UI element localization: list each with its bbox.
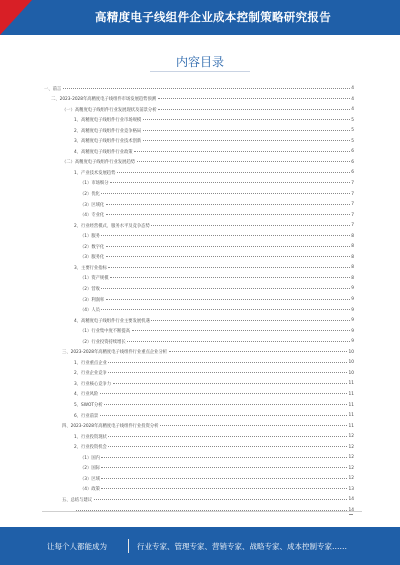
toc-entry-page: 9 bbox=[351, 286, 354, 292]
toc-entry-label: （3）区域 bbox=[80, 476, 100, 482]
toc-leader-dots bbox=[100, 415, 347, 416]
toc-leader-dots bbox=[106, 299, 350, 300]
toc-entry-label: （4）人员 bbox=[80, 308, 100, 314]
toc-entry[interactable] bbox=[44, 84, 354, 93]
toc-leader-dots bbox=[132, 330, 350, 331]
toc-leader-dots bbox=[143, 119, 350, 120]
toc-entry-label: 2、行业经营模式、服务水平及竞争态势 bbox=[74, 223, 150, 229]
toc-leader-dots bbox=[106, 256, 350, 257]
toc-entry-label: （1）行业集中度不断提高 bbox=[80, 329, 130, 335]
toc-entry-page: 11 bbox=[348, 413, 354, 419]
toc-entry-page: 5 bbox=[351, 117, 354, 123]
toc-entry-page: 8 bbox=[351, 275, 354, 281]
toc-entry-page: 7 bbox=[351, 223, 354, 229]
toc-entry-page: 9 bbox=[351, 328, 354, 334]
toc-entry-page: 12 bbox=[348, 455, 354, 461]
toc-entry[interactable] bbox=[80, 211, 354, 220]
toc-leader-dots bbox=[151, 225, 349, 226]
toc-entry-page: 12 bbox=[348, 465, 354, 471]
toc-entry[interactable] bbox=[80, 200, 354, 209]
toc-leader-dots bbox=[143, 140, 350, 141]
toc-leader-dots bbox=[110, 277, 350, 278]
toc-entry-label: 2、行业投资机会 bbox=[74, 445, 107, 451]
toc-entry-label: 2、高精度电子线组件行业竞争格局 bbox=[74, 128, 142, 134]
footer-separator bbox=[128, 539, 129, 553]
toc-entry-label: 一、前言 bbox=[44, 86, 62, 92]
toc-entry-page: 6 bbox=[351, 159, 354, 165]
toc-entry[interactable] bbox=[80, 284, 354, 293]
toc-entry-label: （3）区域化 bbox=[80, 202, 105, 208]
toc-entry-label: 3、高精度电子线组件行业技术创新 bbox=[74, 139, 142, 145]
toc-leader-dots bbox=[158, 98, 350, 99]
toc-leader-dots bbox=[134, 151, 350, 152]
toc-entry-page: 9 bbox=[351, 297, 354, 302]
toc-entry-label: 4、高精度电子线组件行业政策 bbox=[74, 149, 133, 155]
toc-entry-page: 9 bbox=[351, 339, 354, 345]
toc-entry[interactable] bbox=[74, 126, 354, 135]
toc-entry-page: 6 bbox=[351, 170, 354, 176]
footer-slogan: 让每个人都能成为 bbox=[47, 542, 107, 551]
toc-entry-label: 1、行业重点企业 bbox=[74, 360, 107, 366]
toc-bottom-rule bbox=[42, 511, 362, 512]
toc-entry[interactable] bbox=[74, 379, 354, 388]
toc-entry[interactable] bbox=[62, 495, 354, 504]
toc-entry[interactable] bbox=[74, 432, 354, 441]
toc-entry[interactable] bbox=[62, 105, 354, 114]
footer-roles: 行业专家、管理专家、营销专家、战略专家、成本控制专家…… bbox=[137, 542, 347, 551]
header-bar bbox=[0, 0, 400, 35]
toc-entry[interactable] bbox=[74, 116, 354, 125]
toc-entry[interactable] bbox=[80, 485, 354, 494]
toc-entry-label: （1）国内 bbox=[80, 455, 100, 461]
toc-entry[interactable] bbox=[80, 274, 354, 283]
toc-leader-dots bbox=[63, 88, 350, 89]
toc-entry[interactable] bbox=[74, 390, 354, 399]
footer-bar bbox=[0, 527, 400, 565]
toc-entry[interactable] bbox=[80, 190, 354, 199]
toc-leader-dots bbox=[160, 425, 347, 426]
toc-entry[interactable] bbox=[80, 306, 354, 315]
toc-entry-page: 11 bbox=[348, 423, 354, 429]
toc-entry-page: 13 bbox=[348, 486, 354, 492]
toc-leader-dots bbox=[94, 499, 347, 500]
toc-entry-label: 三、2023-2028年高精度电子线组件行业重点企业分析 bbox=[62, 350, 168, 356]
toc-entry[interactable] bbox=[74, 369, 354, 378]
toc-entry-label: （2）优化 bbox=[80, 192, 100, 197]
toc-entry-label: （2）行业投资持续增长 bbox=[80, 339, 126, 345]
toc-entry[interactable] bbox=[74, 358, 354, 367]
toc-entry-page: 7 bbox=[351, 191, 354, 197]
toc-entry[interactable] bbox=[80, 179, 354, 188]
toc-leader-dots bbox=[101, 467, 347, 468]
toc-entry-label: 5、SWOT分析 bbox=[74, 403, 103, 408]
toc-entry-label: 二、2023-2028年高精度电子线组件市场发展趋势预测 bbox=[51, 97, 157, 103]
toc-leader-dots bbox=[100, 393, 347, 394]
toc-leader-dots bbox=[101, 488, 347, 489]
toc-leader-dots bbox=[106, 214, 350, 215]
toc-leader-dots bbox=[151, 320, 349, 321]
toc-entry[interactable] bbox=[74, 137, 354, 146]
toc-leader-dots bbox=[143, 130, 350, 131]
toc-entry[interactable] bbox=[51, 95, 354, 104]
toc-entry-page: 8 bbox=[351, 244, 354, 250]
toc-leader-dots bbox=[169, 351, 347, 352]
toc-entry-page: 9 bbox=[351, 318, 354, 324]
toc-entry-page: 11 bbox=[348, 381, 354, 387]
toc-leader-dots bbox=[108, 267, 349, 268]
toc-entry[interactable] bbox=[80, 253, 354, 262]
toc-entry[interactable] bbox=[80, 474, 354, 483]
toc-leader-dots bbox=[101, 309, 349, 310]
toc-entry-label: （3）服务化 bbox=[80, 255, 105, 261]
toc-leader-dots bbox=[106, 204, 350, 205]
toc-entry-label: （4）政策 bbox=[80, 487, 100, 493]
toc-entry-page: 7 bbox=[351, 180, 354, 186]
toc-leader-dots bbox=[158, 109, 350, 110]
toc-leader-dots bbox=[101, 457, 347, 458]
toc-entry-label: （二）高精度电子线组件行业发展趋势 bbox=[62, 160, 136, 166]
toc-entry-label: 6、行业前景 bbox=[74, 413, 99, 419]
toc-entry[interactable] bbox=[80, 232, 354, 241]
table-of-contents bbox=[0, 82, 400, 522]
toc-leader-dots bbox=[113, 383, 347, 384]
toc-entry-page: 4 bbox=[351, 96, 354, 102]
report-title: 高精度电子线组件企业成本控制策略研究报告 bbox=[95, 10, 331, 24]
toc-entry-page: 11 bbox=[348, 402, 354, 408]
toc-entry-label: 1、产业技术发展趋势 bbox=[74, 170, 116, 176]
toc-entry[interactable] bbox=[74, 401, 354, 410]
toc-entry-page: 8 bbox=[351, 233, 354, 239]
toc-entry-page: 10 bbox=[348, 370, 354, 376]
header-red-triangle bbox=[0, 0, 32, 35]
toc-entry-label: （2）国际 bbox=[80, 466, 100, 472]
toc-entry-page: 7 bbox=[351, 212, 354, 218]
toc-leader-dots bbox=[117, 172, 350, 173]
toc-entry-page: 9 bbox=[351, 307, 354, 313]
toc-leader-dots bbox=[101, 288, 349, 289]
toc-entry-label: （4）专业化 bbox=[80, 213, 105, 219]
toc-entry[interactable] bbox=[62, 348, 354, 357]
toc-entry-label: 3、主要行业指标 bbox=[74, 265, 107, 271]
toc-heading: 内容目录 bbox=[175, 55, 224, 69]
toc-entry-label: 4、行业风险 bbox=[74, 392, 99, 398]
toc-entry-label: （1）市场细分 bbox=[80, 181, 109, 187]
toc-leader-dots bbox=[110, 182, 350, 183]
toc-entry-page: 14 bbox=[348, 508, 354, 513]
toc-entry-label: （一）高精度电子线组件行业发展现状及前景分析 bbox=[62, 107, 157, 113]
toc-leader-dots bbox=[108, 446, 347, 447]
toc-entry-label: （1）资产规模 bbox=[80, 276, 109, 282]
toc-entry-page: 10 bbox=[348, 349, 354, 355]
toc-entry-label: 四、2023-2028年高精度电子线组件行业投资分析 bbox=[62, 424, 159, 430]
toc-entry-page: 4 bbox=[351, 107, 354, 113]
toc-leader-dots bbox=[108, 362, 347, 363]
toc-entry[interactable] bbox=[74, 411, 354, 420]
toc-leader-dots bbox=[127, 341, 350, 342]
toc-entry-page: 14 bbox=[348, 497, 354, 503]
toc-entry[interactable] bbox=[80, 337, 354, 346]
toc-leader-dots bbox=[101, 235, 349, 236]
toc-entry[interactable] bbox=[80, 242, 354, 251]
toc-entry-label: 2、行业企业竞争 bbox=[74, 371, 107, 377]
toc-entry-page: 4 bbox=[351, 86, 354, 91]
toc-entry[interactable] bbox=[80, 453, 354, 462]
toc-leader-dots bbox=[101, 478, 347, 479]
toc-entry-label: （2）数字化 bbox=[80, 244, 105, 250]
toc-entry[interactable] bbox=[74, 168, 354, 177]
toc-entry-page: 11 bbox=[348, 391, 354, 397]
toc-entry[interactable] bbox=[80, 464, 354, 473]
toc-entry[interactable] bbox=[80, 295, 354, 304]
toc-entry-page: 12 bbox=[348, 476, 354, 482]
toc-entry-label: （3）利润率 bbox=[80, 297, 105, 303]
toc-entry-page: 8 bbox=[351, 265, 354, 271]
toc-entry[interactable] bbox=[74, 263, 354, 272]
toc-entry-page: 12 bbox=[348, 434, 354, 440]
toc-heading-rule bbox=[150, 71, 250, 72]
page-mark bbox=[349, 514, 353, 515]
toc-entry-page: 6 bbox=[351, 149, 354, 155]
toc-leader-dots bbox=[106, 246, 350, 247]
toc-leader-dots bbox=[137, 161, 350, 162]
toc-leader-dots bbox=[101, 193, 349, 194]
toc-entry-page: 7 bbox=[351, 202, 354, 208]
toc-entry-label: （2）营收 bbox=[80, 286, 100, 292]
toc-entry-label: 3、行业核心竞争力 bbox=[74, 381, 112, 387]
toc-entry[interactable] bbox=[80, 327, 354, 336]
toc-entry-page: 12 bbox=[348, 444, 354, 450]
toc-leader-dots bbox=[108, 436, 347, 437]
toc-entry-page: 10 bbox=[348, 360, 354, 366]
toc-entry[interactable] bbox=[74, 443, 354, 452]
toc-entry-page: 5 bbox=[351, 138, 354, 144]
toc-entry[interactable] bbox=[62, 158, 354, 167]
toc-entry-label: （1）服务 bbox=[80, 234, 100, 240]
toc-entry[interactable] bbox=[74, 316, 354, 325]
toc-entry-label: 1、高精度电子线组件行业市场规模 bbox=[74, 118, 142, 124]
toc-entry-label: 4、高精度电子线组件行业主要发展机遇 bbox=[74, 318, 150, 324]
toc-leader-dots bbox=[108, 372, 347, 373]
toc-entry[interactable] bbox=[74, 147, 354, 156]
toc-entry-page: 8 bbox=[351, 254, 354, 260]
toc-entry[interactable] bbox=[74, 221, 354, 230]
toc-entry-page: 5 bbox=[351, 128, 354, 134]
toc-entry[interactable] bbox=[62, 422, 354, 431]
toc-entry-label: 五、总结与建议 bbox=[62, 497, 93, 503]
toc-entry-label: 1、行业投资现状 bbox=[74, 434, 107, 440]
toc-leader-dots bbox=[104, 404, 347, 405]
